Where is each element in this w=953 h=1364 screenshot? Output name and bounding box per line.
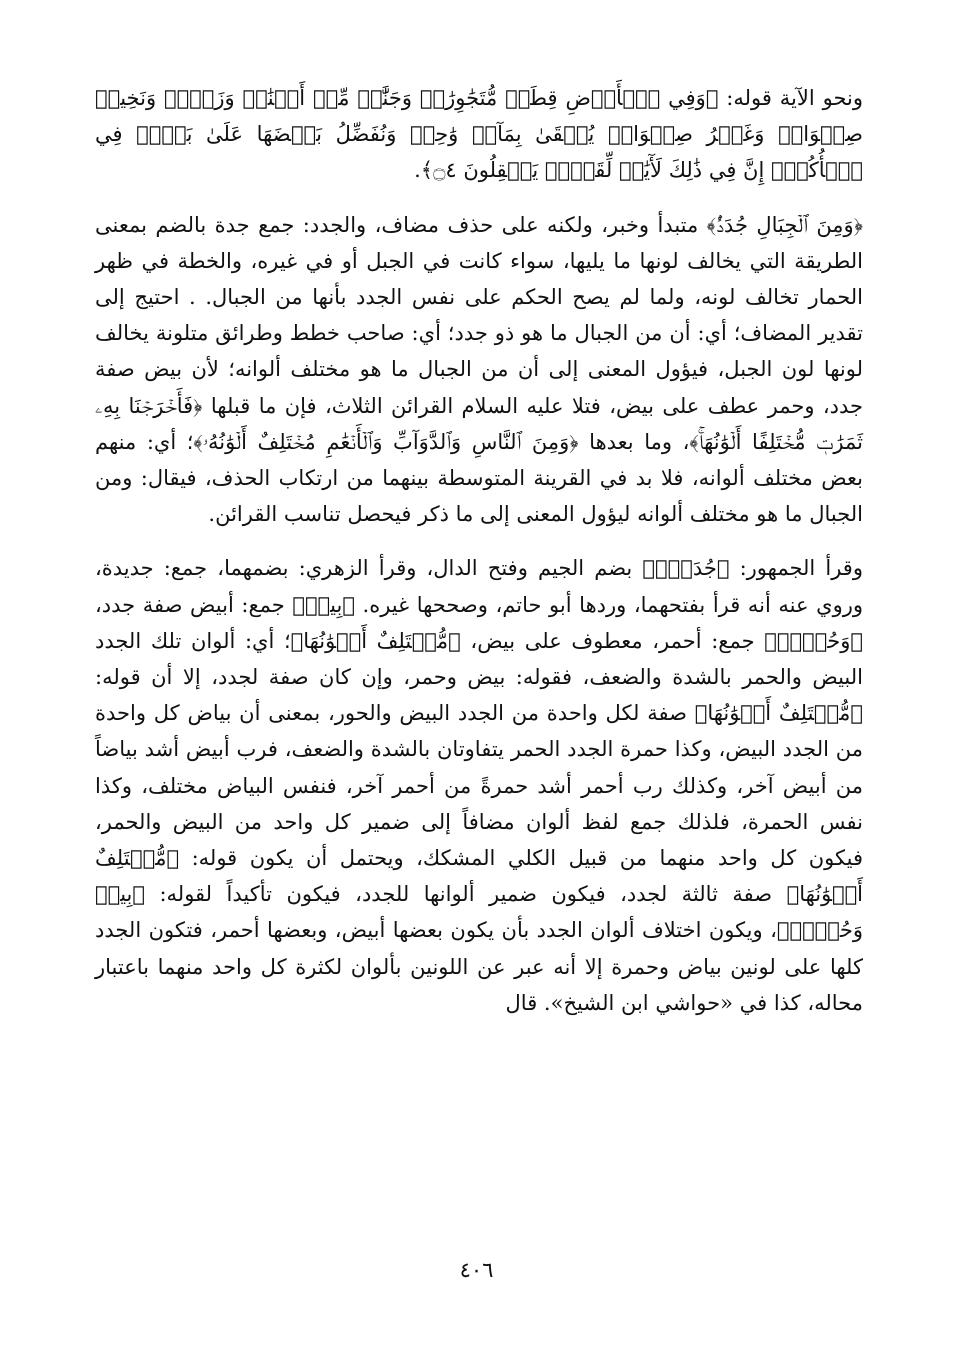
paragraph-verse-quote: ونحو الآية قوله: ﴿وَفِي ٱلۡأَرۡضِ قِطَعٞ مُّتَجَٰوِرَٰتٞ وَجَنَّٰتٞ مِّنۡ أَعۡنَٰبٖ وَزَرۡعٞ وَنَخِيلٞ صِنۡوَانٞ وَغَيۡرُ صِنۡوَانٖ يُسۡقَىٰ بِمَآءٖ وَٰحِدٖ وَنُفَضِّلُ بَعۡضَهَا عَلَىٰ بَعۡضٖ فِي ٱلۡأُكُلِۚ إِنَّ فِي ذَٰلِكَ لَأٓيَٰتٖ لِّقَوۡمٖ يَعۡقِلُونَ ۝٤﴾.	[95, 86, 863, 183]
paragraph-jibal-judad: ﴿وَمِنَ ٱلۡجِبَالِ جُدَدُۢ﴾ متبدأ وخبر، ولكنه على حذف مضاف، والجدد: جمع جدة بالضم بمعنى الطريقة التي يخالف لونها ما يليها، سواء كانت في الجبل أو في غيره، والخطة في ظهر الحمار تخالف لونه، ولما لم يصح الحكم على نفس الجدد بأنها من الجبال. . احتيج إلى تقدير المضاف؛ أي: أن من الجبال ما هو ذو جدد؛ أي: صاحب خطط وطرائق متلونة يخالف لونها لون الجبل، فيؤول المعنى إلى أن من الجبال ما هو مختلف ألوانه؛ لأن بيض صفة جدد، وحمر عطف على بيض، فتلا عليه السلام القرائن الثلاث، فإن ما قبلها ﴿فَأَخۡرَجۡنَا بِهِۦ ثَمَرَٰتٖ مُّخۡتَلِفًا أَلۡوَٰنُهَاۚ﴾، وما بعدها ﴿وَمِنَ ٱلنَّاسِ وَٱلدَّوَآبِّ وَٱلۡأَنۡعَٰمِ مُخۡتَلِفٌ أَلۡوَٰنُهُۥ﴾؛ أي: منهم بعض مختلف ألوانه، فلا بد في القرينة المتوسطة بينهما من ارتكاب الحذف، فيقال: ومن الجبال ما هو مختلف ألوانه ليؤول المعنى إلى ما ذكر فيحصل تناسب القرائن.	[95, 212, 863, 527]
page-number: ٤٠٦	[459, 1258, 494, 1282]
paragraph-qiraat: وقرأ الجمهور: ﴿جُدَدُۢ﴾ بضم الجيم وفتح الدال، وقرأ الزهري: بضمهما، جمع: جديدة، وروي عنه أنه قرأ بفتحهما، وردها أبو حاتم، وصححها غيره. ﴿بِيضٞ﴾ جمع: أبيض صفة جدد، ﴿وَحُمۡرٞ﴾ جمع: أحمر، معطوف على بيض، ﴿مُّخۡتَلِفٌ أَلۡوَٰنُهَا﴾؛ أي: ألوان تلك الجدد البيض والحمر بالشدة والضعف، فقوله: بيض وحمر، وإن كان صفة لجدد، إلا أن قوله: ﴿مُّخۡتَلِفٌ أَلۡوَٰنُهَا﴾ صفة لكل واحدة من الجدد البيض والحور، بمعنى أن بياض كل واحدة من الجدد البيض، وكذا حمرة الجدد الحمر يتفاوتان بالشدة والضعف، فرب أبيض أشد بياضاً من أبيض آخر، وكذلك رب أحمر أشد حمرةً من أحمر آخر، فنفس البياض مختلف، وكذا نفس الحمرة، فلذلك جمع لفظ ألوان مضافاً إلى ضمير كل واحد من البيض والحمر، فيكون كل واحد منهما من قبيل الكلي المشكك، ويحتمل أن يكون قوله: ﴿مُّخۡتَلِفٌ أَلۡوَٰنُهَا﴾ صفة ثالثة لجدد، فيكون ضمير ألوانها للجدد، فيكون تأكيداً لقوله: ﴿بِيضٞ وَحُمۡرٞ﴾، ويكون اختلاف ألوان الجدد بأن يكون بعضها أبيض، وبعضها أحمر، فتكون الجدد كلها على لونين بياض وحمرة إلا أنه عبر عن اللونين بألوان لكثرة كل واحد منهما باعتبار محاله، كذا في «حواشي ابن الشيخ». قال	[95, 556, 863, 1015]
paragraph-gap	[95, 189, 863, 207]
document-page	[95, 80, 863, 1021]
paragraph-gap	[95, 532, 863, 550]
